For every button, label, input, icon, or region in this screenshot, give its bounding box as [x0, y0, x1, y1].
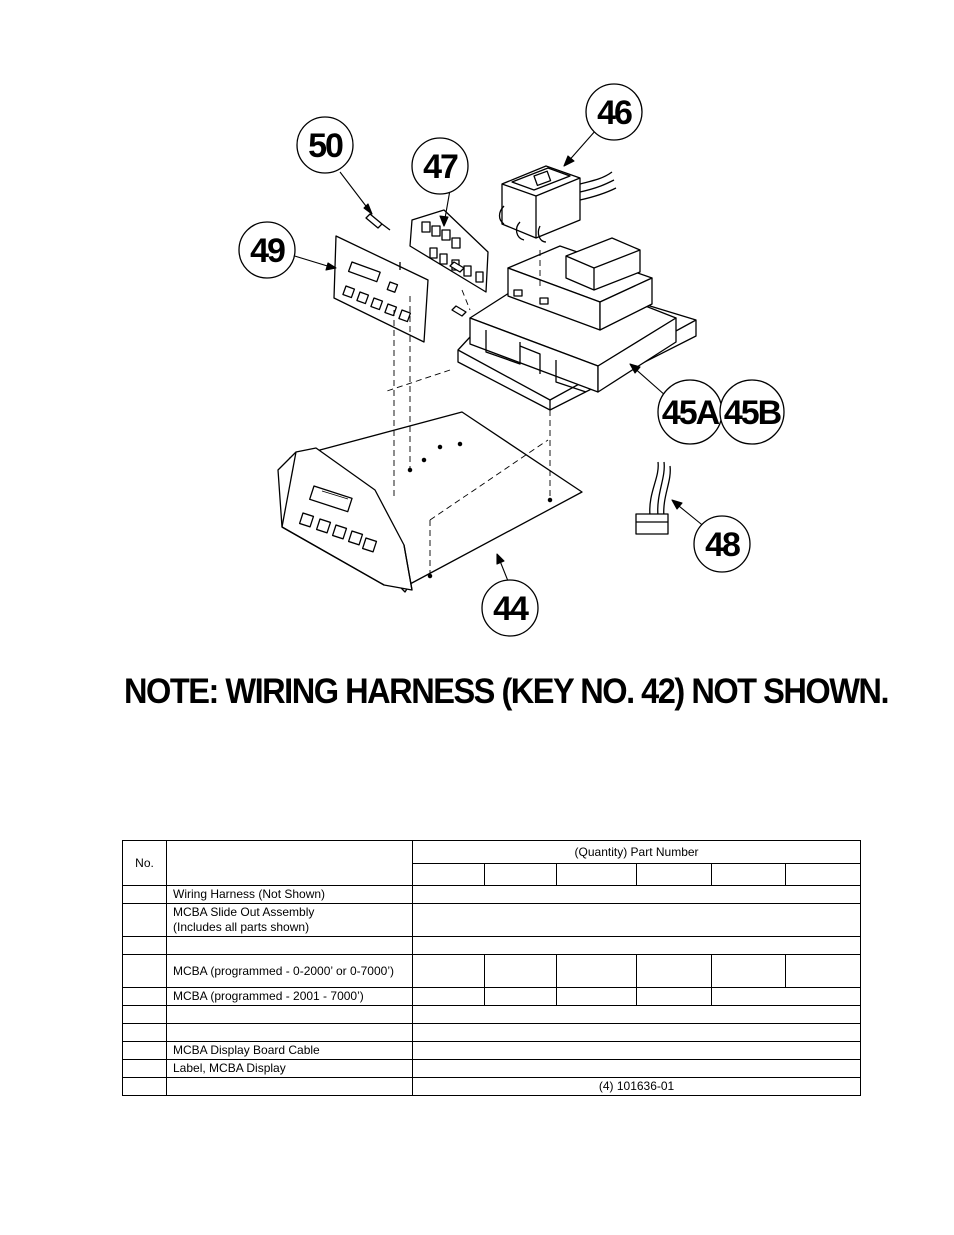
row-part-number — [413, 886, 861, 904]
table-row — [123, 1042, 861, 1060]
row-key-no — [123, 1060, 167, 1078]
callout-label-47: 47 — [423, 148, 457, 186]
row-part-number — [413, 1006, 861, 1024]
row-key-no — [123, 886, 167, 904]
table-row — [123, 886, 861, 904]
table-row — [123, 988, 861, 1006]
table-row — [123, 937, 861, 955]
mcba-housing-part-45 — [458, 238, 696, 410]
row-description-line-1: MCBA Slide Out Assembly — [173, 905, 315, 919]
row-part-number — [413, 1024, 861, 1042]
row-part-col-5 — [712, 955, 786, 988]
row-description: Wiring Harness (Not Shown) — [167, 886, 413, 904]
row-part-number — [413, 1060, 861, 1078]
row-part-number — [413, 937, 861, 955]
callout-label-45b: 45B — [723, 394, 781, 432]
row-part-col-5-6 — [712, 988, 861, 1006]
cable-connector-part-48 — [636, 462, 670, 534]
row-part-col-1 — [413, 988, 485, 1006]
header-description — [167, 841, 413, 886]
row-key-no — [123, 1006, 167, 1024]
wiring-harness-note: NOTE: WIRING HARNESS (KEY NO. 42) NOT SHOWN. — [124, 672, 889, 711]
table-row — [123, 1078, 861, 1096]
row-description — [167, 1006, 413, 1024]
row-description: Label, MCBA Display — [167, 1060, 413, 1078]
parts-list-table — [122, 840, 861, 1096]
row-description: MCBA (programmed - 2001 - 7000’) — [167, 988, 413, 1006]
row-part-col-4 — [637, 955, 712, 988]
callout-label-45a: 45A — [661, 394, 719, 432]
row-part-number: (4) 101636-01 — [413, 1078, 861, 1096]
row-description: MCBA (programmed - 0-2000’ or 0-7000’) — [167, 955, 413, 988]
callout-label-48: 48 — [705, 526, 739, 564]
row-key-no — [123, 937, 167, 955]
row-key-no — [123, 955, 167, 988]
row-part-col-4 — [637, 988, 712, 1006]
row-part-number — [413, 1042, 861, 1060]
row-part-col-1 — [413, 955, 485, 988]
header-model-col-5 — [712, 864, 786, 886]
row-description — [167, 1078, 413, 1096]
row-part-col-3 — [557, 955, 637, 988]
header-model-col-2 — [485, 864, 557, 886]
header-model-col-3 — [557, 864, 637, 886]
callout-label-44: 44 — [493, 590, 527, 628]
display-panel-part-49 — [334, 236, 428, 342]
row-key-no — [123, 904, 167, 937]
table-row — [123, 1006, 861, 1024]
callout-label-50: 50 — [308, 127, 342, 165]
table-row — [123, 1060, 861, 1078]
header-quantity-part-number: (Quantity) Part Number — [413, 841, 861, 864]
callout-label-49: 49 — [250, 232, 284, 270]
row-key-no — [123, 988, 167, 1006]
row-part-col-3 — [557, 988, 637, 1006]
row-part-col-2 — [485, 988, 557, 1006]
row-description — [167, 1024, 413, 1042]
table-row — [123, 1024, 861, 1042]
header-no: No. — [123, 841, 167, 886]
row-description — [167, 937, 413, 955]
row-key-no — [123, 1042, 167, 1060]
row-part-col-2 — [485, 955, 557, 988]
row-part-number — [413, 904, 861, 937]
callout-label-46: 46 — [597, 94, 631, 132]
row-part-col-6 — [786, 955, 861, 988]
header-model-col-4 — [637, 864, 712, 886]
row-description-line-2: (Includes all parts shown) — [173, 920, 310, 934]
row-description: MCBA Display Board Cable — [167, 1042, 413, 1060]
header-model-col-6 — [786, 864, 861, 886]
row-description — [167, 904, 413, 937]
header-model-col-1 — [413, 864, 485, 886]
row-key-no — [123, 1024, 167, 1042]
table-row — [123, 955, 861, 988]
transformer-part-46 — [500, 166, 617, 242]
table-row — [123, 904, 861, 937]
row-key-no — [123, 1078, 167, 1096]
